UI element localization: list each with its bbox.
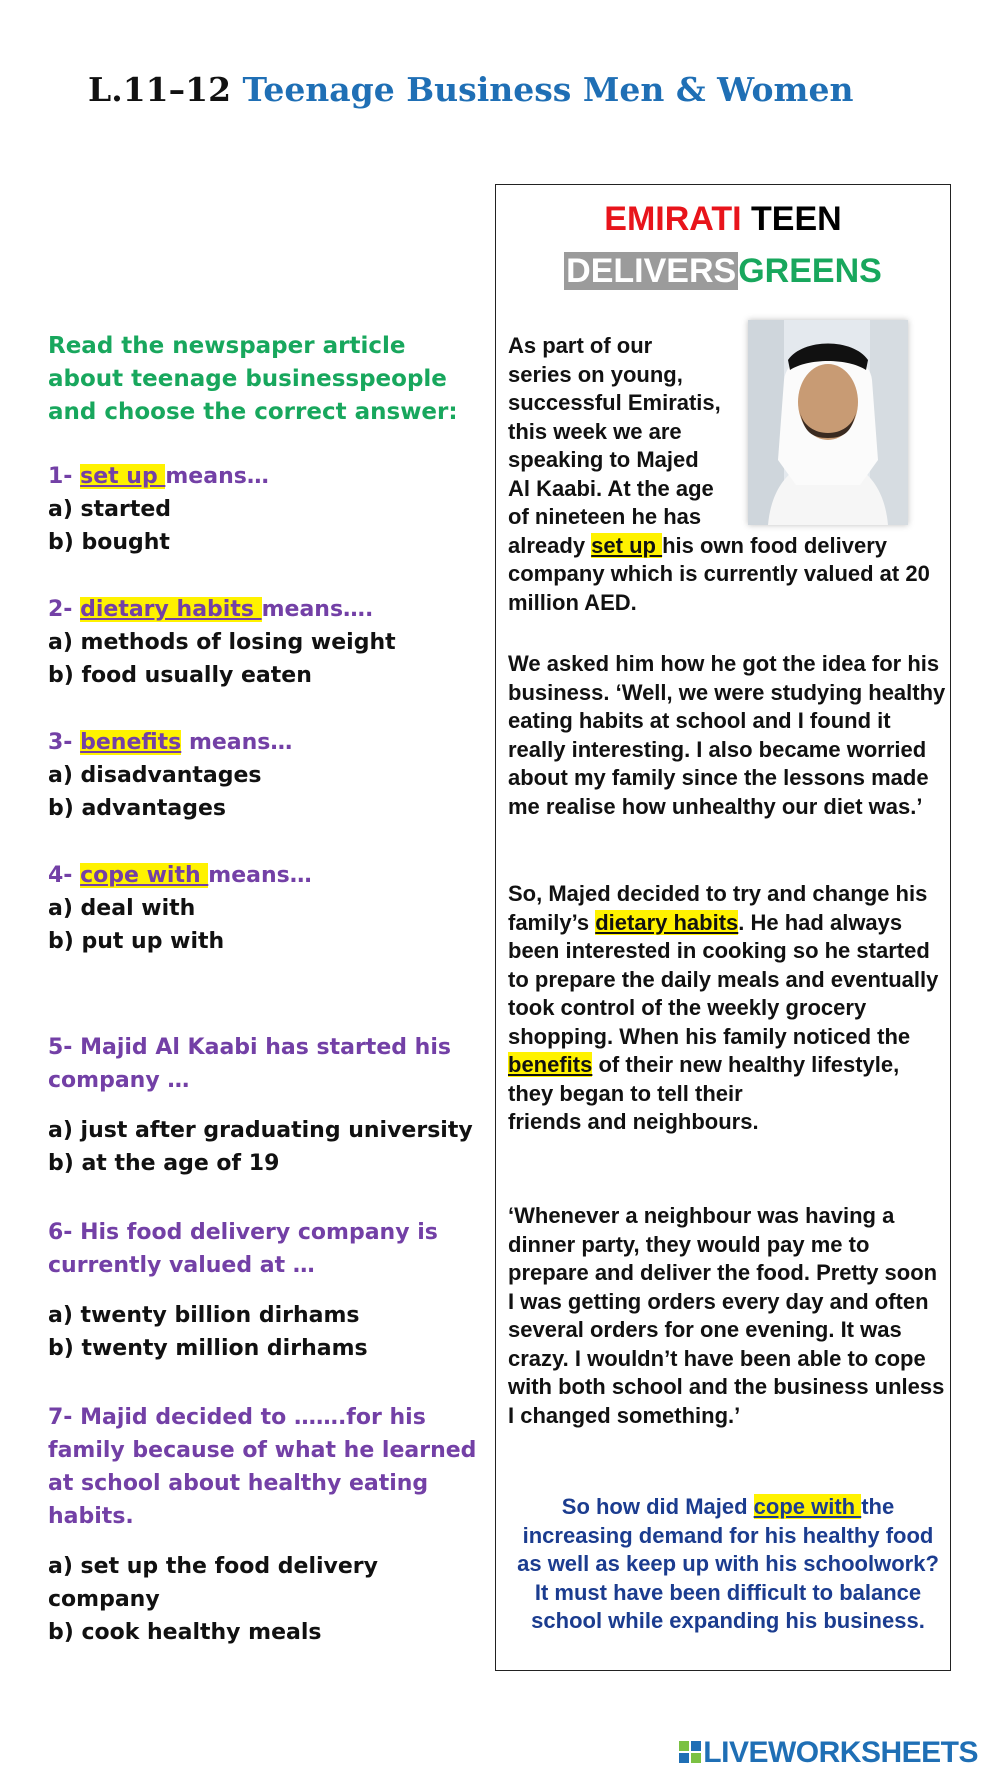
article-headline-line1: EMIRATI TEEN xyxy=(604,200,842,238)
liveworksheets-logo: LIVEWORKSHEETS xyxy=(679,1736,978,1770)
highlighted-term: benefits xyxy=(80,730,182,755)
article-headline-line2: DELIVERSGREENS xyxy=(566,252,882,290)
option-b[interactable]: b) at the age of 19 xyxy=(48,1151,280,1176)
question-stem: 1- set up means… xyxy=(48,464,269,489)
highlighted-term: cope with xyxy=(753,1494,862,1519)
page-title xyxy=(88,70,853,109)
article-paragraph-3: So, Majed decided to try and change his family’s dietary habits. He had always been interested in cooking so he started to prepare the daily meals and eventually took control of the weekly grocery shopping. When his family noticed the benefits of their new healthy lifestyle, they began to tell their friends and neighbours. xyxy=(508,881,939,1134)
highlighted-term: benefits xyxy=(508,1052,593,1077)
question-1 xyxy=(48,460,488,559)
option-b[interactable]: b) advantages xyxy=(48,796,227,821)
question-6 xyxy=(48,1216,488,1365)
highlighted-term: dietary habits xyxy=(80,597,262,622)
option-b[interactable]: b) food usually eaten xyxy=(48,663,312,688)
option-b[interactable]: b) put up with xyxy=(48,929,225,954)
question-2 xyxy=(48,593,488,692)
question-4 xyxy=(48,859,488,958)
question-stem: 6- His food delivery company is currently valued at … xyxy=(48,1220,438,1278)
article-paragraph-1: As part of our series on young, successful Emiratis, this week we are speaking to Majed Al Kaabi. At the age of nineteen he has already set up his own food delivery company which is currently valued at 20 million AED. xyxy=(508,333,930,615)
question-7 xyxy=(48,1401,488,1649)
article-paragraph-2: We asked him how he got the idea for his business. ‘Well, we were studying healthy eating habits at school and I found it really interesting. I also became worried about my family since the lessons made me realise how unhealthy our diet was.’ xyxy=(508,651,946,819)
option-a[interactable]: a) started xyxy=(48,497,172,522)
option-a[interactable]: a) set up the food delivery company xyxy=(48,1554,378,1612)
article-closing: So how did Majed cope with the increasing demand for his healthy food as well as keep up with his schoolwork? It must have been difficult to balance school while expanding his business. xyxy=(517,1494,939,1633)
instructions: Read the newspaper article about teenage businesspeople and choose the correct answer: xyxy=(48,333,458,425)
option-a[interactable]: a) methods of losing weight xyxy=(48,630,396,655)
highlighted-term: set up xyxy=(80,464,166,489)
highlighted-term: cope with xyxy=(80,863,209,888)
question-stem: 7- Majid decided to …….for his family because of what he learned at school about healthy eating habits. xyxy=(48,1405,477,1529)
option-b[interactable]: b) twenty million dirhams xyxy=(48,1336,368,1361)
highlighted-term: dietary habits xyxy=(595,909,739,935)
question-stem: 3- benefits means… xyxy=(48,730,293,755)
option-b[interactable]: b) bought xyxy=(48,530,170,555)
question-3 xyxy=(48,726,488,825)
question-stem: 5- Majid Al Kaabi has started his company … xyxy=(48,1035,451,1093)
logo-grid-icon xyxy=(679,1737,701,1759)
highlighted-term: set up xyxy=(591,532,663,558)
article-paragraph-4: ‘Whenever a neighbour was having a dinner party, they would pay me to prepare and deliver the food. Pretty soon I was getting orders every day and often several orders for one evening. It was crazy. I wouldn’t have been able to cope with both school and the business unless I changed something.’ xyxy=(508,1203,945,1428)
question-stem: 4- cope with means… xyxy=(48,863,312,888)
option-b[interactable]: b) cook healthy meals xyxy=(48,1620,322,1645)
question-5 xyxy=(48,1031,488,1180)
question-stem: 2- dietary habits means…. xyxy=(48,597,374,622)
lesson-title: Teenage Business Men & Women xyxy=(242,70,854,109)
option-a[interactable]: a) just after graduating university xyxy=(48,1118,473,1143)
option-a[interactable]: a) twenty billion dirhams xyxy=(48,1303,360,1328)
option-a[interactable]: a) deal with xyxy=(48,896,196,921)
lesson-code: L.11–12 xyxy=(88,70,232,109)
option-a[interactable]: a) disadvantages xyxy=(48,763,262,788)
